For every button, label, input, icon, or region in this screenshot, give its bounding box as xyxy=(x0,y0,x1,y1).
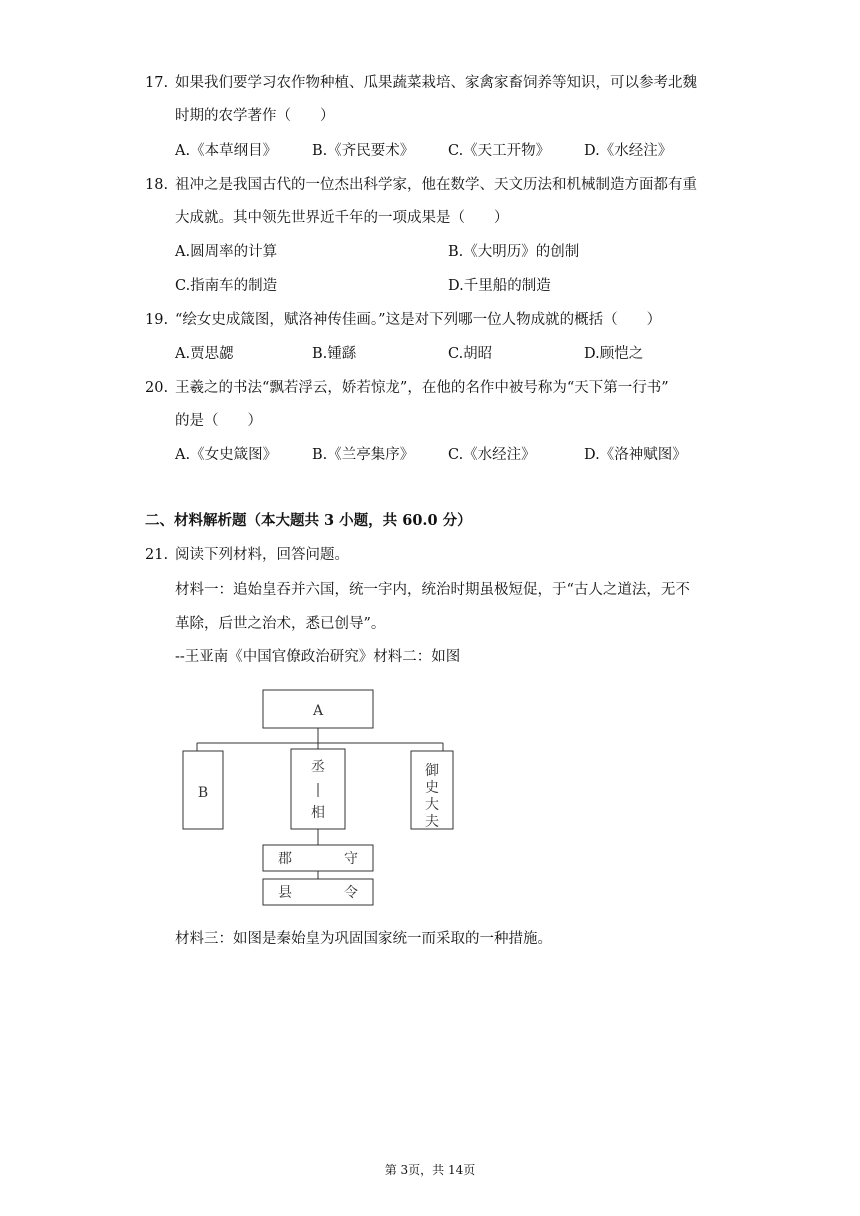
option-b: B.《大明历》的创制 xyxy=(448,244,580,260)
option-c: C.《水经注》 xyxy=(448,447,536,463)
diagram-char: 大 xyxy=(425,797,439,813)
material-3-line: 材料三：如图是秦始皇为巩固国家统一而采取的一种措施。 xyxy=(175,931,552,947)
option-a: A.贾思勰 xyxy=(175,346,234,362)
question-text-line: 的是（ ） xyxy=(175,413,262,429)
diagram-char: 史 xyxy=(425,780,439,796)
diagram-char: 相 xyxy=(311,805,325,821)
question-text-line: “绘女史成箴图，赋洛神传佳画。”这是对下列哪一位人物成就的概括（ ） xyxy=(175,312,662,328)
option-b: B.锺繇 xyxy=(312,346,357,362)
option-a: A.圆周率的计算 xyxy=(175,244,278,260)
question-text-line: 时期的农学著作（ ） xyxy=(175,108,335,124)
material-1-line: 材料一：追始皇吞并六国，统一宇内，统治时期虽极短促，于“古人之道法，无不 xyxy=(175,582,690,598)
question-text-line: 如果我们要学习农作物种植、瓜果蔬菜栽培、家禽家畜饲养等知识，可以参考北魏 xyxy=(175,75,697,91)
material-source-line: --王亚南《中国官僚政治研究》材料二：如图 xyxy=(175,649,461,665)
question-number: 21. xyxy=(145,547,169,563)
diagram-label-b: B xyxy=(197,785,209,801)
official-structure-diagram xyxy=(175,685,475,910)
option-d: D.千里船的制造 xyxy=(448,278,551,294)
option-c: C.胡昭 xyxy=(448,346,493,362)
option-d: D.《水经注》 xyxy=(584,143,673,159)
option-c: C.指南车的制造 xyxy=(175,278,278,294)
diagram-char: 御 xyxy=(425,763,439,779)
option-d: D.顾恺之 xyxy=(584,346,644,362)
section-heading: 二、材料解析题（本大题共 3 小题，共 60.0 分） xyxy=(145,512,472,529)
question-21-intro: 阅读下列材料，回答问题。 xyxy=(175,547,349,563)
question-text-line: 大成就。其中领先世界近千年的一项成果是（ ） xyxy=(175,210,509,226)
option-c: C.《天工开物》 xyxy=(448,143,551,159)
option-b: B.《齐民要术》 xyxy=(312,143,415,159)
question-number: 19. xyxy=(145,312,169,328)
page-footer: 第 3页，共 14页 xyxy=(384,1163,476,1177)
diagram-char: 夫 xyxy=(425,814,439,830)
diagram-char: 令 xyxy=(344,885,358,901)
question-number: 17. xyxy=(145,75,169,91)
diagram-char: 县 xyxy=(278,885,292,901)
option-b: B.《兰亭集序》 xyxy=(312,447,415,463)
diagram-label-a: A xyxy=(312,703,324,719)
diagram-char: 丞 xyxy=(311,759,325,775)
question-text-line: 王羲之的书法“飘若浮云，娇若惊龙”，在他的名作中被号称为“天下第一行书” xyxy=(175,380,669,396)
option-a: A.《本草纲目》 xyxy=(175,143,278,159)
question-number: 18. xyxy=(145,177,169,193)
option-a: A.《女史箴图》 xyxy=(175,447,278,463)
diagram-char: 守 xyxy=(344,851,358,867)
question-number: 20. xyxy=(145,380,169,396)
option-d: D.《洛神赋图》 xyxy=(584,447,687,463)
question-text-line: 祖冲之是我国古代的一位杰出科学家，他在数学、天文历法和机械制造方面都有重 xyxy=(175,177,697,193)
material-1-line: 革除，后世之治术，悉已创导”。 xyxy=(175,616,386,632)
diagram-char: 郡 xyxy=(278,851,292,867)
